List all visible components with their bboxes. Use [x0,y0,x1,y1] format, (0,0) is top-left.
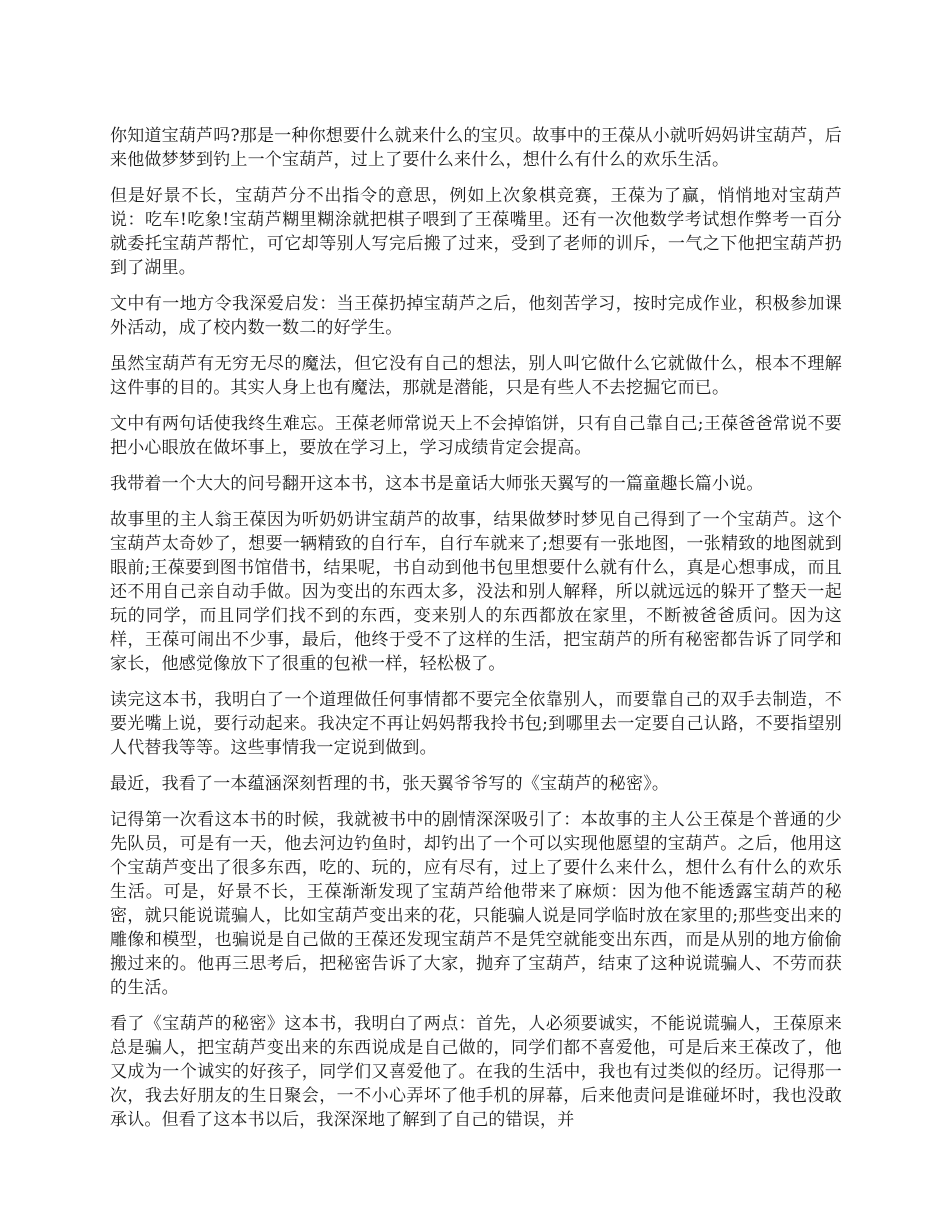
paragraph-7: 故事里的主人翁王葆因为听奶奶讲宝葫芦的故事，结果做梦时梦见自己得到了一个宝葫芦。这个宝葫芦太奇妙了，想要一辆精致的自行车，自行车就来了;想要有一张地图，一张精致的地图就到眼前;王葆要到图书馆借书，结果呢，书自动到他书包里想要什么就有什么，真是心想事成，而且还不用自己亲自动手做。因为变出的东西太多，没法和别人解释，所以就远远的躲开了整天一起玩的同学，而且同学们找不到的东西，变来别人的东西都放在家里，不断被爸爸质问。因为这样，王葆可闹出不少事，最后，他终于受不了这样的生活，把宝葫芦的所有秘密都告诉了同学和家长，他感觉像放下了很重的包袱一样，轻松极了。 [110,510,842,674]
document-body [110,124,842,1144]
paragraph-10: 记得第一次看这本书的时候，我就被书中的剧情深深吸引了：本故事的主人公王葆是个普通的少先队员，可是有一天，他去河边钓鱼时，却钓出了一个可以实现他愿望的宝葫芦。之后，他用这个宝葫芦变出了很多东西，吃的、玩的，应有尽有，过上了要什么来什么，想什么有什么的欢乐生活。可是，好景不长，王葆渐渐发现了宝葫芦给他带来了麻烦：因为他不能透露宝葫芦的秘密，就只能说谎骗人，比如宝葫芦变出来的花，只能骗人说是同学临时放在家里的;那些变出来的雕像和模型，也骗说是自己做的王葆还发现宝葫芦不是凭空就能变出东西，而是从别的地方偷偷搬过来的。他再三思考后，把秘密告诉了大家，抛弃了宝葫芦，结束了这种说谎骗人、不劳而获的生活。 [110,810,842,998]
paragraph-2: 但是好景不长，宝葫芦分不出指令的意思，例如上次象棋竞赛，王葆为了赢，悄悄地对宝葫芦说：吃车!吃象!宝葫芦糊里糊涂就把棋子喂到了王葆嘴里。还有一次他数学考试想作弊考一百分就委托宝葫芦帮忙，可它却等别人写完后搬了过来，受到了老师的训斥，一气之下他把宝葫芦扔到了湖里。 [110,186,842,278]
paragraph-11: 看了《宝葫芦的秘密》这本书，我明白了两点：首先，人必须要诚实，不能说谎骗人，王葆原来总是骗人，把宝葫芦变出来的东西说成是自己做的，同学们都不喜爱他，可是后来王葆改了，他又成为一个诚实的好孩子，同学们又喜爱他了。在我的生活中，我也有过类似的经历。记得那一次，我去好朋友的生日聚会，一不小心弄坏了他手机的屏幕，后来他责问是谁碰坏时，我也没敢承认。但看了这本书以后，我深深地了解到了自己的错误，并 [110,1014,842,1130]
paragraph-1: 你知道宝葫芦吗?那是一种你想要什么就来什么的宝贝。故事中的王葆从小就听妈妈讲宝葫芦，后来他做梦梦到钓上一个宝葫芦，过上了要什么来什么，想什么有什么的欢乐生活。 [110,126,842,170]
paragraph-5: 文中有两句话使我终生难忘。王葆老师常说天上不会掉馅饼，只有自己靠自己;王葆爸爸常说不要把小心眼放在做坏事上，要放在学习上，学习成绩肯定会提高。 [110,414,842,458]
paragraph-8: 读完这本书，我明白了一个道理做任何事情都不要完全依靠别人，而要靠自己的双手去制造，不要光嘴上说，要行动起来。我决定不再让妈妈帮我拎书包;到哪里去一定要自己认路，不要指望别人代替我等等。这些事情我一定说到做到。 [110,690,842,758]
paragraph-4: 虽然宝葫芦有无穷无尽的魔法，但它没有自己的想法，别人叫它做什么它就做什么，根本不理解这件事的目的。其实人身上也有魔法，那就是潜能，只是有些人不去挖掘它而已。 [110,354,842,398]
paragraph-3: 文中有一地方令我深爱启发：当王葆扔掉宝葫芦之后，他刻苦学习，按时完成作业，积极参加课外活动，成了校内数一数二的好学生。 [110,294,842,338]
paragraph-9: 最近，我看了一本蕴涵深刻哲理的书，张天翼爷爷写的《宝葫芦的秘密》。 [110,774,670,794]
paragraph-6: 我带着一个大大的问号翻开这本书，这本书是童话大师张天翼写的一篇童趣长篇小说。 [110,474,764,494]
